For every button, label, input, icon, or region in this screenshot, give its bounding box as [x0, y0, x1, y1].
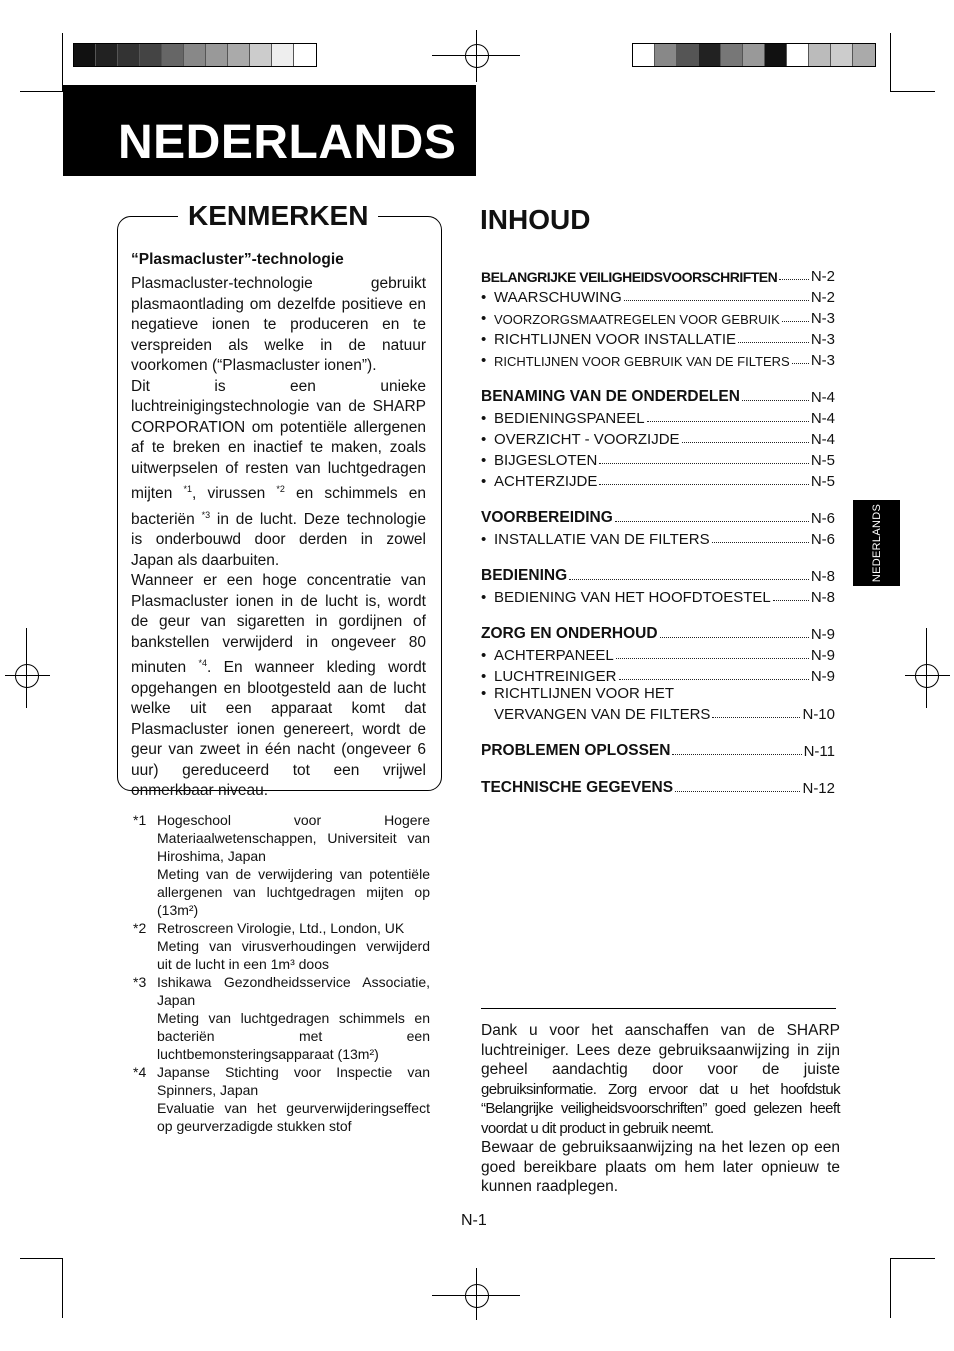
- footnote: *2 Retroscreen Virologie, Ltd., London, UK Meting van virusverhoudingen verwijderd uit de lucht in een 1m³ doos: [133, 920, 430, 972]
- toc-item: • RICHTLIJNEN VOOR GEBRUIK VAN DE FILTERS N-3: [481, 352, 835, 369]
- toc-item-continued: VERVANGEN VAN DE FILTERS N-10: [494, 706, 835, 723]
- toc-item: • RICHTLIJNEN VOOR HET: [481, 685, 675, 702]
- toc-item: • ACHTERPANEEL N-9: [481, 647, 835, 664]
- toc-item: • VOORZORGSMAATREGELEN VOOR GEBRUIK N-3: [481, 310, 835, 327]
- page-number: N-1: [461, 1212, 487, 1229]
- toc-section: BELANGRIJKE VEILIGHEIDSVOORSCHRIFTEN N-2: [481, 268, 835, 285]
- toc-section: BENAMING VAN DE ONDERDELEN N-4: [481, 388, 835, 406]
- color-bar-right: [632, 43, 876, 67]
- toc-item: • BEDIENINGSPANEEL N-4: [481, 410, 835, 427]
- toc-section: ZORG EN ONDERHOUD N-9: [481, 625, 835, 643]
- features-heading: KENMERKEN: [178, 198, 378, 234]
- table-of-contents: [481, 263, 835, 797]
- features-paragraph: Plasmacluster-technologie gebruikt plasmaontlading om dezelfde positieve en negatieve ionen te produceren en te verspreiden als welke in de natuur voorkomen (“Plasmacluster ionen”).: [131, 275, 426, 374]
- toc-section: PROBLEMEN OPLOSSEN N-11: [481, 742, 835, 760]
- features-paragraph: Dit is een unieke luchtreinigingstechnologie van de SHARP CORPORATION om potentiële allergenen af te breken en inactief te maken, zoals uitwerpselen of resten van luchtgedragen mijten $^{*1}$, virussen $^{*2}$ en schimmels en bacteriën $^{*3}$ in de lucht. Deze technologie is onderbouwd door derden in zowel Japan als daarbuiten.: [131, 377, 426, 569]
- footnotes: [133, 811, 430, 1135]
- features-paragraph: Wanneer er een hoge concentratie van Plasmacluster ionen in de lucht is, wordt de geur van sigaretten in gordijnen of bankstellen verwijderd in ongeveer 80 minuten $^{*4}$. En wanneer kleding wordt opgehangen en blootgesteld aan de lucht welke uit een apparaat komt dat Plasmacluster ionen genereert, wordt de geur van zweet in één nacht (ongeveer 6 uur) gereduceerd tot een vrijwel onmerkbaar niveau.: [131, 572, 427, 800]
- toc-section: BEDIENING N-8: [481, 567, 835, 585]
- toc-item: • WAARSCHUWING N-2: [481, 289, 835, 306]
- features-body: [131, 274, 426, 802]
- thanks-paragraph: Dank u voor het aanschaffen van de SHARP luchtreiniger. Lees deze gebruiksaanwijzing in zijn geheel aandachtig door voor de juiste gebruiksinformatie. Zorg ervoor dat u het hoofdstuk “Belangrijke veiligheidsvoorschriften” goed gelezen heeft voordat u dit product in gebruik neemt.: [481, 1022, 840, 1137]
- footnote: *4 Japanse Stichting voor Inspectie van Spinners, Japan Evaluatie van het geurverwijderingseffect op geurverzadigde stukken stof: [133, 1064, 430, 1134]
- language-side-tab: NEDERLANDS: [853, 500, 900, 586]
- toc-section: VOORBEREIDING N-6: [481, 509, 835, 527]
- toc-item: • BIJGESLOTEN N-5: [481, 452, 835, 469]
- footnote: *3 Ishikawa Gezondheidsservice Associatie, Japan Meting van luchtgedragen schimmels en bacteriën met een luchtbemonsteringsapparaat (13m²): [133, 974, 430, 1062]
- thanks-paragraph: Bewaar de gebruiksaanwijzing na het lezen op een goed bereikbare plaats om hem later opnieuw te kunnen raadplegen.: [481, 1139, 840, 1195]
- thanks-text: [481, 1021, 840, 1197]
- toc-item: • LUCHTREINIGER N-9: [481, 668, 835, 685]
- footnote: *1 Hogeschool voor Hogere Materiaalwetenschappen, Universiteit van Hiroshima, Japan Meting van de verwijdering van potentiële allergenen van luchtgedragen mijten op (13m²): [133, 812, 430, 918]
- page-title: NEDERLANDS: [118, 116, 457, 169]
- features-subtitle: “Plasmacluster”-technologie: [131, 251, 344, 268]
- toc-item: • OVERZICHT - VOORZIJDE N-4: [481, 431, 835, 448]
- toc-item: • ACHTERZIJDE N-5: [481, 473, 835, 490]
- toc-item: • BEDIENING VAN HET HOOFDTOESTEL N-8: [481, 589, 835, 606]
- toc-item: • INSTALLATIE VAN DE FILTERS N-6: [481, 531, 835, 548]
- color-bar-left: [73, 43, 317, 67]
- toc-section: TECHNISCHE GEGEVENS N-12: [481, 779, 835, 797]
- toc-item: • RICHTLIJNEN VOOR INSTALLATIE N-3: [481, 331, 835, 348]
- divider: [481, 1008, 836, 1009]
- contents-heading: INHOUD: [480, 204, 591, 235]
